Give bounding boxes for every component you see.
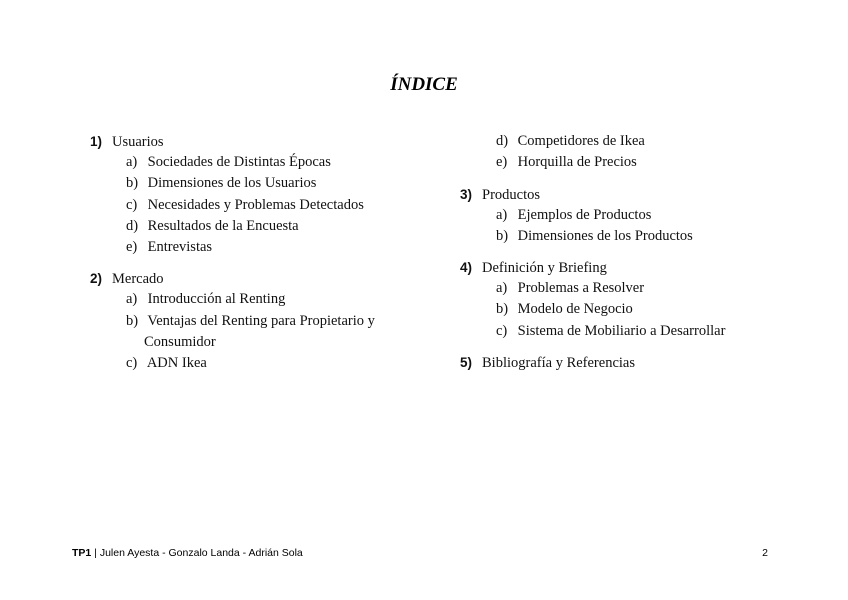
- subitem-letter: b): [496, 227, 509, 244]
- subitem-letter: c): [496, 322, 508, 339]
- toc-section: [90, 131, 420, 258]
- toc-left-column: [90, 131, 420, 385]
- toc-subitem: [496, 152, 790, 173]
- toc-right-column: [460, 131, 790, 383]
- subitem-letter: b): [496, 301, 509, 318]
- subitem-letter: a): [126, 154, 138, 170]
- subitem-letter: e): [496, 154, 508, 171]
- toc-section-heading: [90, 131, 420, 152]
- subitem-text: Ventajas del Renting para Propietario y Consumidor: [144, 312, 375, 351]
- subitem-text: Necesidades y Problemas Detectados: [147, 196, 364, 213]
- toc-section-heading: [460, 184, 790, 205]
- toc-subitem: [126, 216, 420, 237]
- toc-subitem: [126, 152, 420, 173]
- subitem-text: Resultados de la Encuesta: [147, 217, 299, 234]
- toc-subitem: [126, 289, 420, 310]
- subitem-letter: d): [126, 217, 139, 234]
- subitem-letter: e): [126, 239, 138, 256]
- toc-section-continued: [460, 131, 790, 174]
- subitem-text: Horquilla de Precios: [517, 154, 637, 171]
- subitem-text: Introducción al Renting: [147, 291, 286, 308]
- subitem-text: ADN Ikea: [146, 355, 207, 372]
- toc-section-heading: [460, 352, 790, 373]
- toc-subitems: [460, 278, 790, 342]
- subitem-letter: c): [126, 355, 138, 372]
- toc-subitem: [496, 299, 790, 320]
- toc-subitems: [460, 205, 790, 248]
- toc-subitem: [126, 237, 420, 258]
- toc-section-heading: [460, 257, 790, 278]
- section-title: Mercado: [112, 271, 164, 288]
- section-number: 4): [460, 260, 473, 276]
- subitem-letter: c): [126, 196, 138, 213]
- section-number: 2): [90, 271, 103, 287]
- section-number: 5): [460, 355, 473, 371]
- subitem-letter: b): [126, 312, 139, 329]
- subitem-text: Problemas a Resolver: [517, 280, 645, 297]
- subitem-text: Entrevistas: [147, 239, 213, 256]
- toc-subitem: [126, 195, 420, 216]
- toc-subitem: [496, 226, 790, 247]
- toc-section: [90, 268, 420, 374]
- page-footer: [72, 547, 768, 559]
- toc-subitem: [126, 173, 420, 194]
- subitem-letter: a): [496, 280, 508, 297]
- subitem-text: Sistema de Mobiliario a Desarrollar: [517, 322, 726, 339]
- toc-section: [460, 257, 790, 342]
- section-title: Bibliografía y Referencias: [482, 355, 635, 372]
- section-title: Usuarios: [112, 134, 164, 150]
- toc-section-heading: [90, 268, 420, 289]
- subitem-letter: d): [496, 133, 509, 149]
- section-number: 1): [90, 134, 103, 149]
- section-title: Productos: [482, 186, 540, 203]
- page-number: 2: [762, 547, 768, 559]
- subitem-letter: a): [496, 206, 508, 223]
- toc-subitem: [496, 278, 790, 299]
- subitem-letter: a): [126, 291, 138, 308]
- toc-subitem: [496, 131, 790, 152]
- subitem-text: Competidores de Ikea: [517, 133, 645, 149]
- footer-credits: [72, 547, 303, 559]
- subitem-letter: b): [126, 175, 139, 192]
- subitem-text: Ejemplos de Productos: [517, 206, 652, 223]
- page-title: ÍNDICE: [390, 74, 458, 95]
- footer-tp-label: TP1: [72, 547, 92, 559]
- toc-subitem: [126, 311, 420, 354]
- toc-subitem: [496, 205, 790, 226]
- toc-section: [460, 184, 790, 248]
- toc-section: [460, 352, 790, 373]
- toc-subitems: [90, 289, 420, 374]
- section-title: Definición y Briefing: [482, 260, 607, 277]
- section-number: 3): [460, 186, 473, 202]
- toc-subitem: [126, 353, 420, 374]
- subitem-text: Dimensiones de los Usuarios: [147, 175, 317, 192]
- subitem-text: Modelo de Negocio: [517, 301, 633, 318]
- toc-subitem: [496, 321, 790, 342]
- toc-subitems: [460, 131, 790, 174]
- toc-subitems: [90, 152, 420, 258]
- subitem-text: Dimensiones de los Productos: [517, 227, 693, 244]
- subitem-text: Sociedades de Distintas Épocas: [147, 154, 331, 170]
- footer-authors: | Julen Ayesta - Gonzalo Landa - Adrián Sola: [91, 547, 303, 559]
